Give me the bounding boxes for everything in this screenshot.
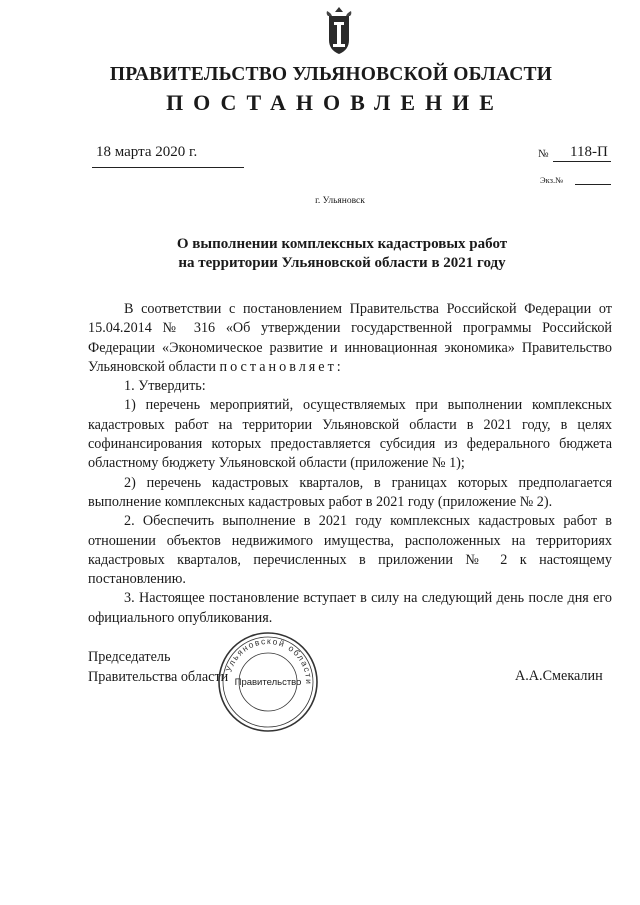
item-1-sub-1: 1) перечень мероприятий, осуществляемых при выполнении комплексных кадастровых работ на территории Ульяновской области в 2021 году, в целях софинансирования которых предоставляется субсидия из федерального бюджета областному бюджету Ульяновской области (приложение № 1); (88, 397, 612, 472)
seal-ring-text: Ульяновской области (223, 635, 315, 686)
subject-line-2: на территории Ульяновской области в 2021 году (178, 255, 506, 271)
item-1-sub-2: 2) перечень кадастровых кварталов, в границах которых предполагается выполнение комплексных кадастровых работ в 2021 году (приложение № 2). (88, 474, 612, 510)
document-subject (0, 235, 640, 273)
copy-number-label: Экз.№ (540, 175, 564, 185)
signer-position (88, 648, 228, 687)
document-body (88, 300, 612, 628)
seal-center-text: Правительство (234, 677, 302, 688)
signer-position-line-2: Правительства области (88, 668, 229, 685)
item-3: 3. Настоящее постановление вступает в силу на следующий день после дня его официального опубликования. (88, 590, 612, 626)
date-underline (92, 167, 244, 168)
number-underline (553, 161, 611, 162)
preamble-paragraph (88, 300, 612, 377)
signer-name: А.А.Смекалин (515, 668, 603, 684)
preamble-verb: постановляет: (219, 358, 344, 375)
official-seal (216, 630, 320, 734)
signer-position-line-1: Председатель (88, 649, 171, 665)
subject-line-1: О выполнении комплексных кадастровых работ (176, 236, 508, 252)
number-label: № (538, 148, 549, 160)
copy-number-underline (575, 184, 611, 185)
document-number: 118-П (570, 144, 608, 160)
item-2: 2. Обеспечить выполнение в 2021 году комплексных кадастровых работ в отношении объектов недвижимого имущества, расположенных на территориях кадастровых кварталов, перечисленных в приложении № 2 к настоящему постановлению. (88, 513, 612, 588)
document-date: 18 марта 2020 г. (96, 144, 198, 160)
item-1: 1. Утвердить: (124, 378, 206, 395)
coat-of-arms-icon (322, 6, 356, 56)
government-title: ПРАВИТЕЛЬСТВО УЛЬЯНОВСКОЙ ОБЛАСТИ (109, 64, 553, 85)
document-kind-title: ПОСТАНОВЛЕНИЕ (166, 90, 504, 115)
city-name: г. Ульяновск (315, 196, 365, 206)
preamble-text: В соответствии с постановлением Правительства Российской Федерации от 15.04.2014 № 316 «Об утверждении государственной программы Российской Федерации «Экономическое развитие и инновационная экономика» Правительство Ульяновской области (88, 301, 612, 375)
